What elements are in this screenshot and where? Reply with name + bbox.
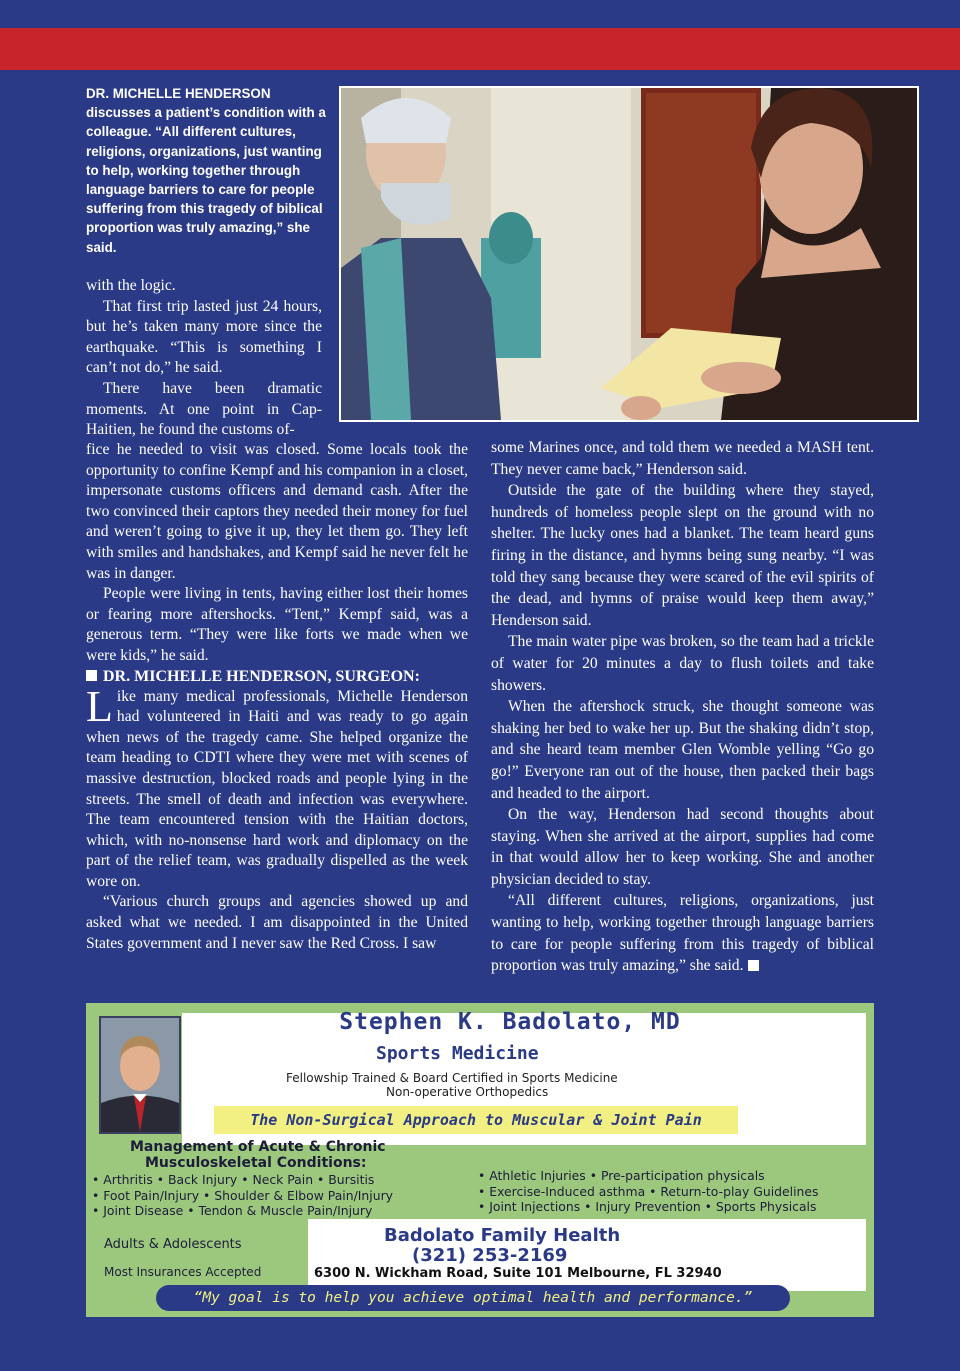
article-paragraph: There have been dramatic moments. At one point in Cap-Haitien, he found the customs of- [86, 379, 322, 439]
article-column-left-bottom [86, 440, 468, 954]
ad-adults-label: Adults & Adolescents [104, 1237, 242, 1252]
article-paragraph: some Marines once, and told them we needed a MASH tent. They never came back,” Henderson said. [491, 439, 874, 478]
ad-insurance-label: Most Insurances Accepted [104, 1265, 262, 1279]
ad-credentials: Fellowship Trained & Board Certified in Sports Medicine [286, 1071, 618, 1085]
photo-caption [86, 84, 326, 257]
article-column-right [491, 437, 874, 977]
caption-name: DR. MICHELLE HENDERSON [86, 86, 271, 101]
red-header-band [0, 28, 960, 70]
article-paragraph-final [491, 890, 874, 976]
section-heading [86, 667, 468, 687]
ad-management-line: Musculoskeletal Conditions: [145, 1155, 367, 1171]
photo-illustration [341, 88, 917, 420]
article-paragraph: fice he needed to visit was closed. Some locals took the opportunity to confine Kempf and his companion in a closet, impersonate customs officers and demand cash. After the two convinced their captors they needed their money for fuel and weren’t going to give it up, they let them go. They left with smiles and handshakes, and Kempf said he never felt he was in danger. [86, 441, 468, 582]
ad-tagline: The Non-Surgical Approach to Muscular & Joint Pain [214, 1106, 738, 1134]
article-paragraph: When the aftershock struck, she thought someone was shaking her bed to wake her up. But the shaking didn’t stop, and she heard team member Glen Womble yelling “Go go go!” Everyone ran out of the house, then packed their bags and headed to the airport. [491, 698, 874, 802]
advertisement[interactable] [86, 1003, 874, 1317]
square-bullet-icon [86, 670, 97, 681]
list-item: • Athletic Injuries • Pre-participation physicals [478, 1168, 765, 1183]
article-paragraph: “Various church groups and agencies showed up and asked what we needed. I am disappointed in the United States government and I never saw the Red Cross. I saw [86, 893, 468, 952]
caption-text: discusses a patient’s condition with a colleague. “All different cultures, religions, organizations, just wanting to help, working together through language barriers to care for people suffering from this tragedy of biblical proportion was truly amazing,” she said. [86, 105, 326, 255]
ad-services-list [478, 1168, 818, 1215]
end-mark-icon [748, 960, 759, 971]
portrait-illustration [101, 1018, 179, 1132]
list-item: • Joint Injections • Injury Prevention • Sports Physicals [478, 1199, 817, 1214]
list-item: • Foot Pain/Injury • Shoulder & Elbow Pain/Injury [92, 1187, 393, 1203]
article-column-left-top [86, 276, 322, 441]
list-item: • Exercise-Induced asthma • Return-to-play Guidelines [478, 1183, 819, 1199]
article-photo [339, 86, 919, 422]
section-paragraph-text: ike many medical professionals, Michelle Henderson had volunteered in Haiti and was ready to go again when news of the tragedy came. She helped organize the team heading to CDTI where they were met with scenes of massive destruction, blocked roads and people lying in the streets. The smell of death and infection was everywhere. The team encountered tension with the Haitian doctors, which, with no-nonsense hard work and diplomacy on the part of the relief team, was gradually dispelled as the week wore on. [86, 687, 468, 890]
ad-practice-name: Badolato Family Health [384, 1225, 621, 1246]
ad-management-heading [130, 1139, 430, 1171]
list-item: • Joint Disease • Tendon & Muscle Pain/Injury [92, 1203, 373, 1218]
ad-management-line: Management of Acute & Chronic [130, 1139, 386, 1155]
top-band [0, 0, 960, 28]
ad-quote-banner: “My goal is to help you achieve optimal health and performance.” [156, 1285, 790, 1311]
ad-conditions-list [92, 1172, 393, 1219]
article-paragraph: People were living in tents, having either lost their homes or fearing more aftershocks. “Tent,” Kempf said, was a generous term. “They were like forts we made when we were kids,” he said. [86, 585, 468, 664]
article-paragraph: On the way, Henderson had second thoughts about staying. When she arrived at the airport, supplies had come in that would allow her to keep working. She and another physician decided to stay. [491, 806, 874, 888]
section-heading-text: DR. MICHELLE HENDERSON, SURGEON: [103, 667, 420, 685]
article-paragraph: with the logic. [86, 277, 176, 294]
list-item: • Arthritis • Back Injury • Neck Pain • Bursitis [92, 1172, 375, 1187]
article-paragraph [86, 681, 468, 893]
final-paragraph-text: “All different cultures, religions, organizations, just wanting to help, working together through language barriers to care for people suffering from this tragedy of biblical proportion was truly amazing,” she said. [491, 892, 874, 975]
article-paragraph: The main water pipe was broken, so the team had a trickle of water for 20 minutes a day to flush toilets and take showers. [491, 633, 874, 694]
drop-cap: L [86, 681, 113, 731]
ad-phone-number[interactable]: (321) 253-2169 [412, 1245, 568, 1266]
article-paragraph: That first trip lasted just 24 hours, but he’s taken many more since the earthquake. “This is something I can’t not do,” he said. [86, 297, 322, 377]
ad-address: 6300 N. Wickham Road, Suite 101 Melbourne, FL 32940 [314, 1266, 722, 1281]
ad-specialty: Sports Medicine [376, 1043, 539, 1064]
ad-credentials-2: Non-operative Orthopedics [386, 1085, 549, 1099]
ad-doctor-name: Stephen K. Badolato, MD [339, 1009, 681, 1035]
article-paragraph: Outside the gate of the building where they stayed, hundreds of homeless people slept on the ground with no shelter. The lucky ones had a blanket. The team heard guns firing in the distance, and hymns being sung nearby. “I was told they sang because they were scared of the evil spirits of the dead, and hymns of praise would keep them away,” Henderson said. [491, 482, 874, 629]
